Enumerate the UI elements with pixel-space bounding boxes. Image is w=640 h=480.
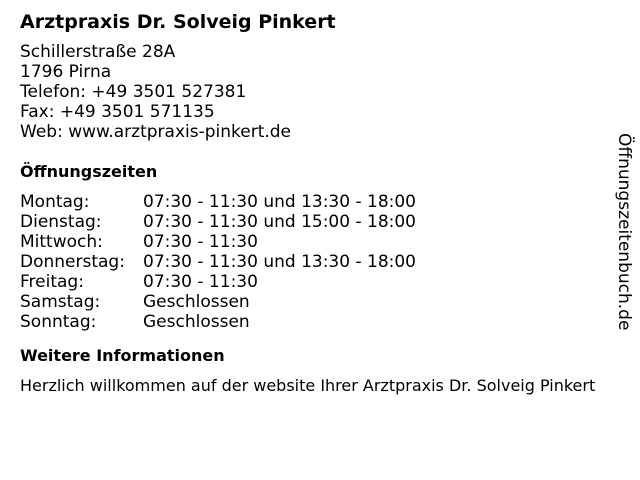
hours-day: Mittwoch:	[20, 232, 103, 252]
hours-time: Geschlossen	[143, 312, 250, 332]
contact-block	[20, 42, 620, 142]
hours-day: Montag:	[20, 192, 90, 212]
hours-day: Freitag:	[20, 272, 84, 292]
hours-day: Sonntag:	[20, 312, 97, 332]
hours-time: Geschlossen	[143, 292, 250, 312]
hours-row-sunday	[20, 312, 620, 332]
hours-day: Samstag:	[20, 292, 101, 312]
info-heading: Weitere Informationen	[20, 346, 225, 365]
hours-table	[20, 192, 620, 332]
info-text: Herzlich willkommen auf der website Ihrer Arztpraxis Dr. Solveig Pinkert	[20, 376, 596, 395]
practice-card	[20, 10, 620, 396]
phone-number: Telefon: +49 3501 527381	[20, 82, 247, 102]
street-address: Schillerstraße 28A	[20, 42, 176, 62]
brand-watermark: Öffnungszeitenbuch.de	[614, 133, 634, 331]
hours-time: 07:30 - 11:30	[143, 272, 258, 292]
city-address: 1796 Pirna	[20, 62, 112, 82]
hours-row-tuesday	[20, 212, 620, 232]
hours-time: 07:30 - 11:30 und 15:00 - 18:00	[143, 212, 416, 232]
hours-row-friday	[20, 272, 620, 292]
hours-heading: Öffnungszeiten	[20, 162, 158, 181]
fax-number: Fax: +49 3501 571135	[20, 102, 215, 122]
hours-row-thursday	[20, 252, 620, 272]
practice-title: Arztpraxis Dr. Solveig Pinkert	[20, 11, 336, 33]
hours-row-wednesday	[20, 232, 620, 252]
hours-time: 07:30 - 11:30 und 13:30 - 18:00	[143, 252, 416, 272]
hours-row-monday	[20, 192, 620, 212]
hours-row-saturday	[20, 292, 620, 312]
hours-time: 07:30 - 11:30 und 13:30 - 18:00	[143, 192, 416, 212]
hours-day: Donnerstag:	[20, 252, 125, 272]
hours-day: Dienstag:	[20, 212, 102, 232]
hours-time: 07:30 - 11:30	[143, 232, 258, 252]
website-link[interactable]: Web: www.arztpraxis-pinkert.de	[20, 122, 292, 142]
